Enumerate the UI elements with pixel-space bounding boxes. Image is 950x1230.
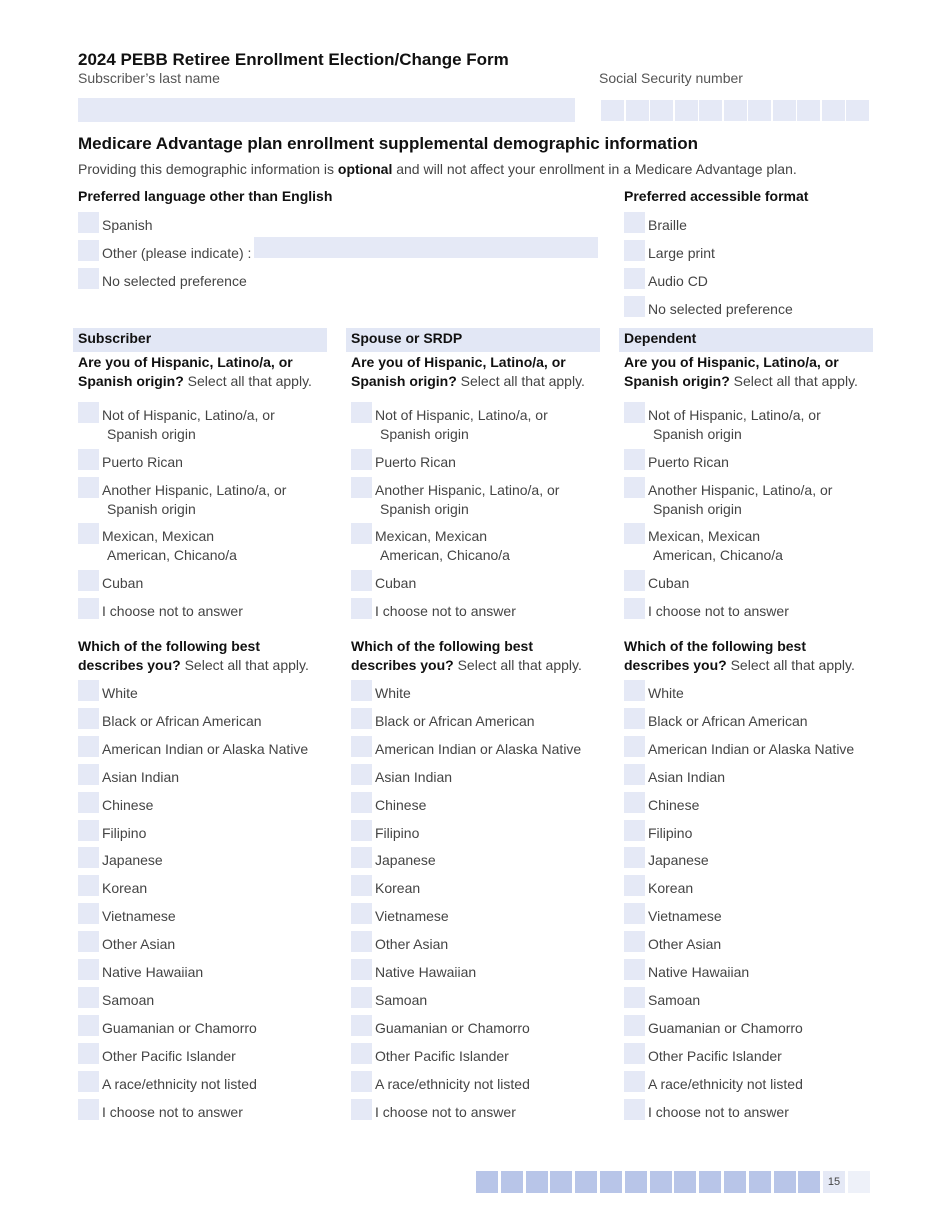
hispanic-checkbox[interactable] [351,402,372,423]
format-option-label: Braille [648,217,687,233]
race-checkbox[interactable] [78,1099,99,1120]
race-option-label: American Indian or Alaska Native [648,740,855,757]
race-checkbox[interactable] [624,680,645,701]
race-option-label: Guamanian or Chamorro [375,1019,530,1036]
language-option-label: Spanish [102,217,153,233]
hispanic-option-label: Puerto Rican [648,454,729,470]
hispanic-option-label: I choose not to answer [648,603,789,619]
other-language-input[interactable] [254,237,598,258]
race-checkbox[interactable] [624,875,645,896]
format-checkbox[interactable] [624,296,645,317]
race-checkbox[interactable] [78,847,99,868]
race-option-label: I choose not to answer [375,1103,516,1120]
race-option-label: Chinese [648,796,700,813]
format-heading: Preferred accessible format [624,188,809,204]
ssn-label: Social Security number [599,70,743,86]
race-checkbox[interactable] [624,847,645,868]
column-header-spouse: Spouse or SRDP [346,328,600,352]
race-option-label: Black or African American [375,712,535,729]
footer-code-box [550,1171,572,1193]
hispanic-checkbox[interactable] [78,449,99,470]
race-checkbox[interactable] [351,1015,372,1036]
race-option-label: Filipino [375,824,420,841]
race-checkbox[interactable] [624,1043,645,1064]
race-checkbox[interactable] [351,680,372,701]
race-option-label: Japanese [648,852,709,869]
footer-code-box [774,1171,796,1193]
race-option-label: A race/ethnicity not listed [648,1075,803,1092]
format-checkbox[interactable] [624,212,645,233]
hispanic-checkbox[interactable] [78,523,99,544]
race-checkbox[interactable] [351,931,372,952]
race-option-label: I choose not to answer [648,1103,789,1120]
race-option-label: Asian Indian [648,768,726,785]
race-option-label: Korean [648,880,694,897]
race-option-label: I choose not to answer [102,1103,243,1120]
footer-code-box [575,1171,597,1193]
race-option-label: Vietnamese [102,908,176,925]
race-option-label: A race/ethnicity not listed [102,1075,257,1092]
race-option-label: A race/ethnicity not listed [375,1075,530,1092]
race-checkbox[interactable] [78,708,99,729]
race-option-label: Black or African American [102,712,262,729]
hispanic-option-label: Not of Hispanic, Latino/a, or Spanish origin [648,407,821,442]
hispanic-checkbox[interactable] [624,477,645,498]
ssn-digit-box[interactable] [797,100,820,121]
race-option-label: Filipino [102,824,147,841]
race-option-label: Other Asian [102,936,176,953]
language-heading: Preferred language other than English [78,188,333,204]
form-title: 2024 PEBB Retiree Enrollment Election/Change Form [78,50,509,69]
race-option-label: Filipino [648,824,693,841]
race-option-label: White [375,685,411,701]
race-checkbox[interactable] [351,764,372,785]
race-checkbox[interactable] [78,959,99,980]
race-checkbox[interactable] [351,959,372,980]
language-option-label: Other (please indicate) : [102,245,252,261]
column-header-dependent: Dependent [619,328,873,352]
hispanic-option-label: Mexican, Mexican American, Chicano/a [375,528,510,563]
race-question: Which of the following best describes you? Select all that apply. [351,638,582,673]
race-option-label: Vietnamese [375,908,449,925]
ssn-digit-box[interactable] [846,100,869,121]
ssn-digit-box[interactable] [748,100,771,121]
footer-code-box [798,1171,820,1193]
footer-code-box [699,1171,721,1193]
race-checkbox[interactable] [78,680,99,701]
hispanic-checkbox[interactable] [624,449,645,470]
race-option-label: Samoan [102,991,155,1008]
ssn-digit-box[interactable] [601,100,624,121]
hispanic-checkbox[interactable] [78,570,99,591]
race-option-label: Japanese [375,852,436,869]
race-option-label: Korean [102,880,148,897]
hispanic-checkbox[interactable] [78,402,99,423]
intro-text: Providing this demographic information is optional and will not affect your enrollment in a Medicare Advantage plan. [78,161,797,177]
race-checkbox[interactable] [78,1015,99,1036]
race-checkbox[interactable] [78,820,99,841]
hispanic-question: Are you of Hispanic, Latino/a, or Spanish origin? Select all that apply. [78,354,312,389]
race-checkbox[interactable] [624,1015,645,1036]
hispanic-option-label: Not of Hispanic, Latino/a, or Spanish origin [102,407,275,442]
race-checkbox[interactable] [624,903,645,924]
format-option-label: Audio CD [648,273,708,289]
race-checkbox[interactable] [624,792,645,813]
race-checkbox[interactable] [351,987,372,1008]
footer-code-box [600,1171,622,1193]
language-checkbox[interactable] [78,212,99,233]
race-option-label: American Indian or Alaska Native [375,740,582,757]
race-checkbox[interactable] [351,875,372,896]
race-checkbox[interactable] [351,736,372,757]
hispanic-checkbox[interactable] [78,477,99,498]
page-number: 15 [823,1171,845,1193]
format-option-label: No selected preference [648,301,793,317]
ssn-digit-box[interactable] [724,100,747,121]
hispanic-checkbox[interactable] [351,570,372,591]
race-checkbox[interactable] [624,1071,645,1092]
footer-end-box [848,1171,870,1193]
footer-code-box [650,1171,672,1193]
hispanic-checkbox[interactable] [351,449,372,470]
hispanic-option-label: I choose not to answer [102,603,243,619]
race-option-label: Chinese [102,796,154,813]
hispanic-option-label: Mexican, Mexican American, Chicano/a [102,528,237,563]
format-option-label: Large print [648,245,715,261]
race-option-label: Black or African American [648,712,808,729]
ssn-digit-box[interactable] [822,100,845,121]
ssn-digit-box[interactable] [650,100,673,121]
race-checkbox[interactable] [351,1099,372,1120]
hispanic-option-label: Cuban [375,575,417,591]
race-checkbox[interactable] [351,792,372,813]
hispanic-question: Are you of Hispanic, Latino/a, or Spanish origin? Select all that apply. [351,354,585,389]
race-checkbox[interactable] [78,987,99,1008]
race-option-label: Native Hawaiian [648,964,750,980]
race-checkbox[interactable] [351,1043,372,1064]
hispanic-option-label: Mexican, Mexican American, Chicano/a [648,528,783,563]
hispanic-checkbox[interactable] [351,523,372,544]
race-option-label: White [102,685,138,701]
hispanic-checkbox[interactable] [624,570,645,591]
race-option-label: Other Asian [375,936,449,953]
race-checkbox[interactable] [351,820,372,841]
hispanic-checkbox[interactable] [624,598,645,619]
language-checkbox[interactable] [78,268,99,289]
race-checkbox[interactable] [78,792,99,813]
format-checkbox[interactable] [624,268,645,289]
race-checkbox[interactable] [78,931,99,952]
race-checkbox[interactable] [78,1043,99,1064]
race-checkbox[interactable] [351,847,372,868]
footer-code-box [724,1171,746,1193]
hispanic-checkbox[interactable] [624,402,645,423]
language-option-label: No selected preference [102,273,247,289]
column-header-subscriber: Subscriber [73,328,327,352]
hispanic-question: Are you of Hispanic, Latino/a, or Spanish origin? Select all that apply. [624,354,858,389]
race-checkbox[interactable] [78,1071,99,1092]
race-option-label: Vietnamese [648,908,722,925]
hispanic-checkbox[interactable] [624,523,645,544]
footer-code-box [749,1171,771,1193]
last-name-input[interactable] [78,98,575,122]
hispanic-option-label: I choose not to answer [375,603,516,619]
race-checkbox[interactable] [78,903,99,924]
race-option-label: Other Pacific Islander [375,1047,509,1064]
race-option-label: Other Asian [648,936,722,953]
race-option-label: Other Pacific Islander [102,1047,236,1064]
race-question: Which of the following best describes you? Select all that apply. [624,638,855,673]
hispanic-option-label: Another Hispanic, Latino/a, or Spanish origin [102,482,287,517]
race-checkbox[interactable] [624,959,645,980]
format-checkbox[interactable] [624,240,645,261]
race-checkbox[interactable] [78,736,99,757]
race-checkbox[interactable] [78,875,99,896]
race-option-label: Other Pacific Islander [648,1047,782,1064]
race-checkbox[interactable] [624,931,645,952]
race-checkbox[interactable] [78,764,99,785]
race-checkbox[interactable] [624,708,645,729]
race-option-label: Chinese [375,796,427,813]
hispanic-checkbox[interactable] [351,598,372,619]
race-option-label: Japanese [102,852,163,869]
footer-code-box [625,1171,647,1193]
footer-code-box [501,1171,523,1193]
hispanic-checkbox[interactable] [351,477,372,498]
hispanic-option-label: Cuban [102,575,144,591]
section-title: Medicare Advantage plan enrollment supplemental demographic information [78,134,698,153]
hispanic-option-label: Puerto Rican [375,454,456,470]
hispanic-option-label: Another Hispanic, Latino/a, or Spanish origin [375,482,560,517]
ssn-digit-box[interactable] [626,100,649,121]
race-checkbox[interactable] [624,820,645,841]
race-option-label: Guamanian or Chamorro [648,1019,803,1036]
race-checkbox[interactable] [351,708,372,729]
ssn-digit-box[interactable] [773,100,796,121]
race-option-label: American Indian or Alaska Native [102,740,309,757]
footer-code-box [674,1171,696,1193]
hispanic-checkbox[interactable] [78,598,99,619]
hispanic-option-label: Cuban [648,575,690,591]
race-option-label: Guamanian or Chamorro [102,1019,257,1036]
hispanic-option-label: Not of Hispanic, Latino/a, or Spanish origin [375,407,548,442]
hispanic-option-label: Another Hispanic, Latino/a, or Spanish origin [648,482,833,517]
race-question: Which of the following best describes you? Select all that apply. [78,638,309,673]
race-option-label: Samoan [648,991,701,1008]
race-checkbox[interactable] [624,764,645,785]
footer-code-box [526,1171,548,1193]
language-checkbox[interactable] [78,240,99,261]
race-option-label: Native Hawaiian [102,964,204,980]
race-checkbox[interactable] [351,903,372,924]
footer-code-box [476,1171,498,1193]
race-checkbox[interactable] [624,987,645,1008]
hispanic-option-label: Puerto Rican [102,454,183,470]
last-name-label: Subscriber’s last name [78,70,220,86]
ssn-digit-box[interactable] [675,100,698,121]
race-checkbox[interactable] [351,1071,372,1092]
race-option-label: Asian Indian [375,768,453,785]
race-option-label: Asian Indian [102,768,180,785]
ssn-digit-box[interactable] [699,100,722,121]
race-checkbox[interactable] [624,736,645,757]
race-option-label: Korean [375,880,421,897]
race-option-label: Native Hawaiian [375,964,477,980]
race-option-label: White [648,685,684,701]
race-checkbox[interactable] [624,1099,645,1120]
race-option-label: Samoan [375,991,428,1008]
